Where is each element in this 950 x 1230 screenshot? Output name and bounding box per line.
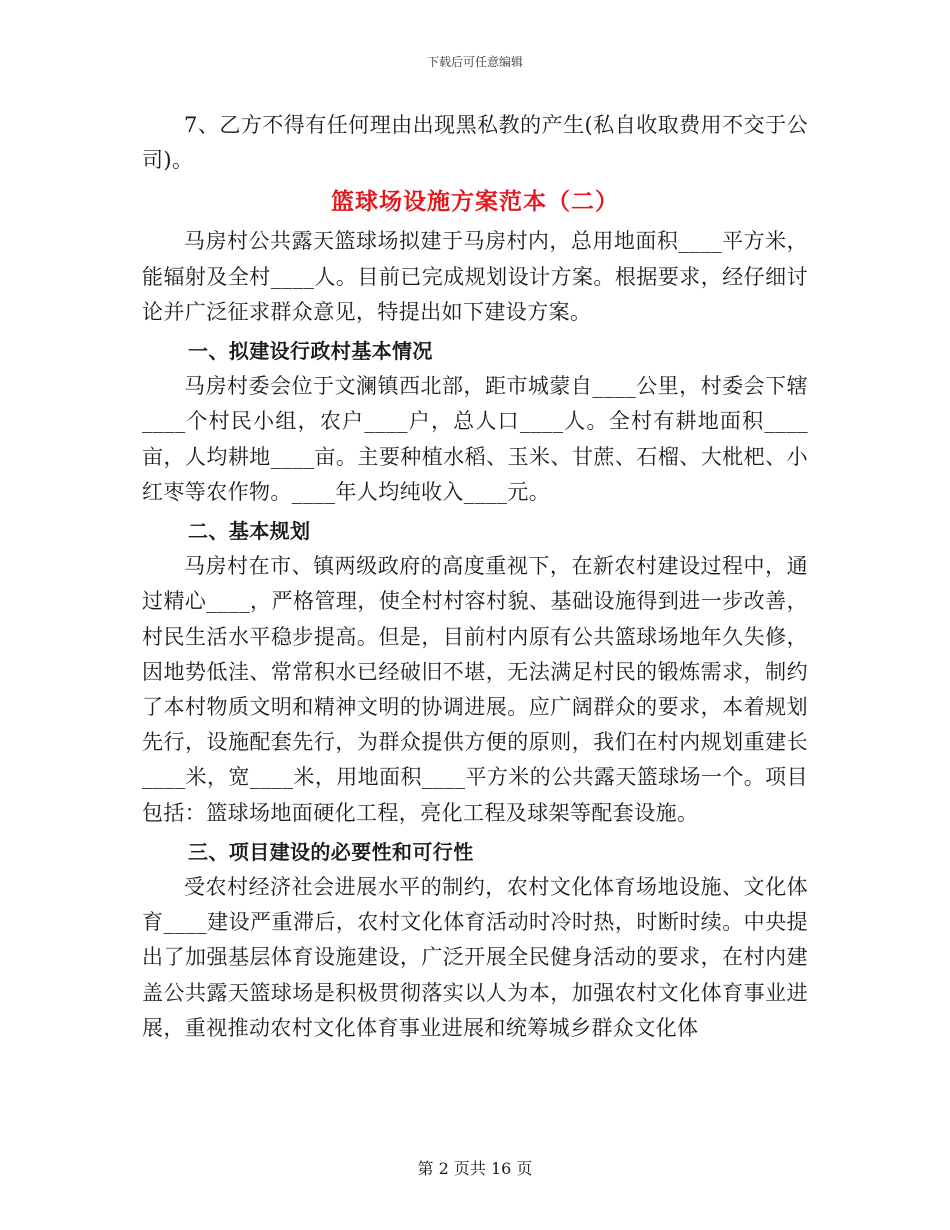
document-title: 篮球场设施方案范本（二）	[331, 188, 619, 216]
section-heading-1: 一、拟建设行政村基本情况	[188, 339, 433, 364]
section-heading-2: 二、基本规划	[188, 519, 311, 544]
paragraph-item-7: 7、乙方不得有任何理由出现黑私教的产生(私自收取费用不交于公司)。	[142, 113, 808, 173]
paragraph-overview: 马房村公共露天篮球场拟建于马房村内，总用地面积____平方米，能辐射及全村____人。目前已完成规划设计方案。根据要求，经仔细讨论并广泛征求群众意见，特提出如下建设方案。	[142, 229, 808, 324]
section-heading-3: 三、项目建设的必要性和可行性	[188, 839, 474, 864]
paragraph-necessity: 受农村经济社会进展水平的制约，农村文化体育场地设施、文化体育____建设严重滞后，农村文化体育活动时冷时热，时断时续。中央提出了加强基层体育设施建设，广泛开展全民健身活动的要求，在村内建盖公共露天篮球场是积极贯彻落实以人为本，加强农村文化体育事业进展，重视推动农村文化体育事业进展和统筹城乡群众文化体	[142, 875, 808, 1040]
paragraph-basic-info: 马房村委会位于文澜镇西北部，距市城蒙自____公里，村委会下辖____个村民小组，农户____户，总人口____人。全村有耕地面积____亩，人均耕地____亩。主要种植水稻、玉米、甘蔗、石榴、大枇杷、小红枣等农作物。____年人均纯收入____元。	[142, 374, 808, 504]
page-footer: 第 2 页共 16 页	[417, 1159, 533, 1178]
page-header: 下载后可任意编辑	[426, 55, 523, 69]
document-body	[142, 108, 808, 1046]
paragraph-planning: 马房村在市、镇两级政府的高度重视下，在新农村建设过程中，通过精心____，严格管理，使全村村容村貌、基础设施得到进一步改善，村民生活水平稳步提高。但是，目前村内原有公共篮球场地年久失修，因地势低洼、常常积水已经破旧不堪，无法满足村民的锻炼需求，制约了本村物质文明和精神文明的协调进展。应广阔群众的要求，本着规划先行，设施配套先行，为群众提供方便的原则，我们在村内规划重建长____米，宽____米，用地面积____平方米的公共露天篮球场一个。项目包括：篮球场地面硬化工程，亮化工程及球架等配套设施。	[142, 554, 808, 825]
